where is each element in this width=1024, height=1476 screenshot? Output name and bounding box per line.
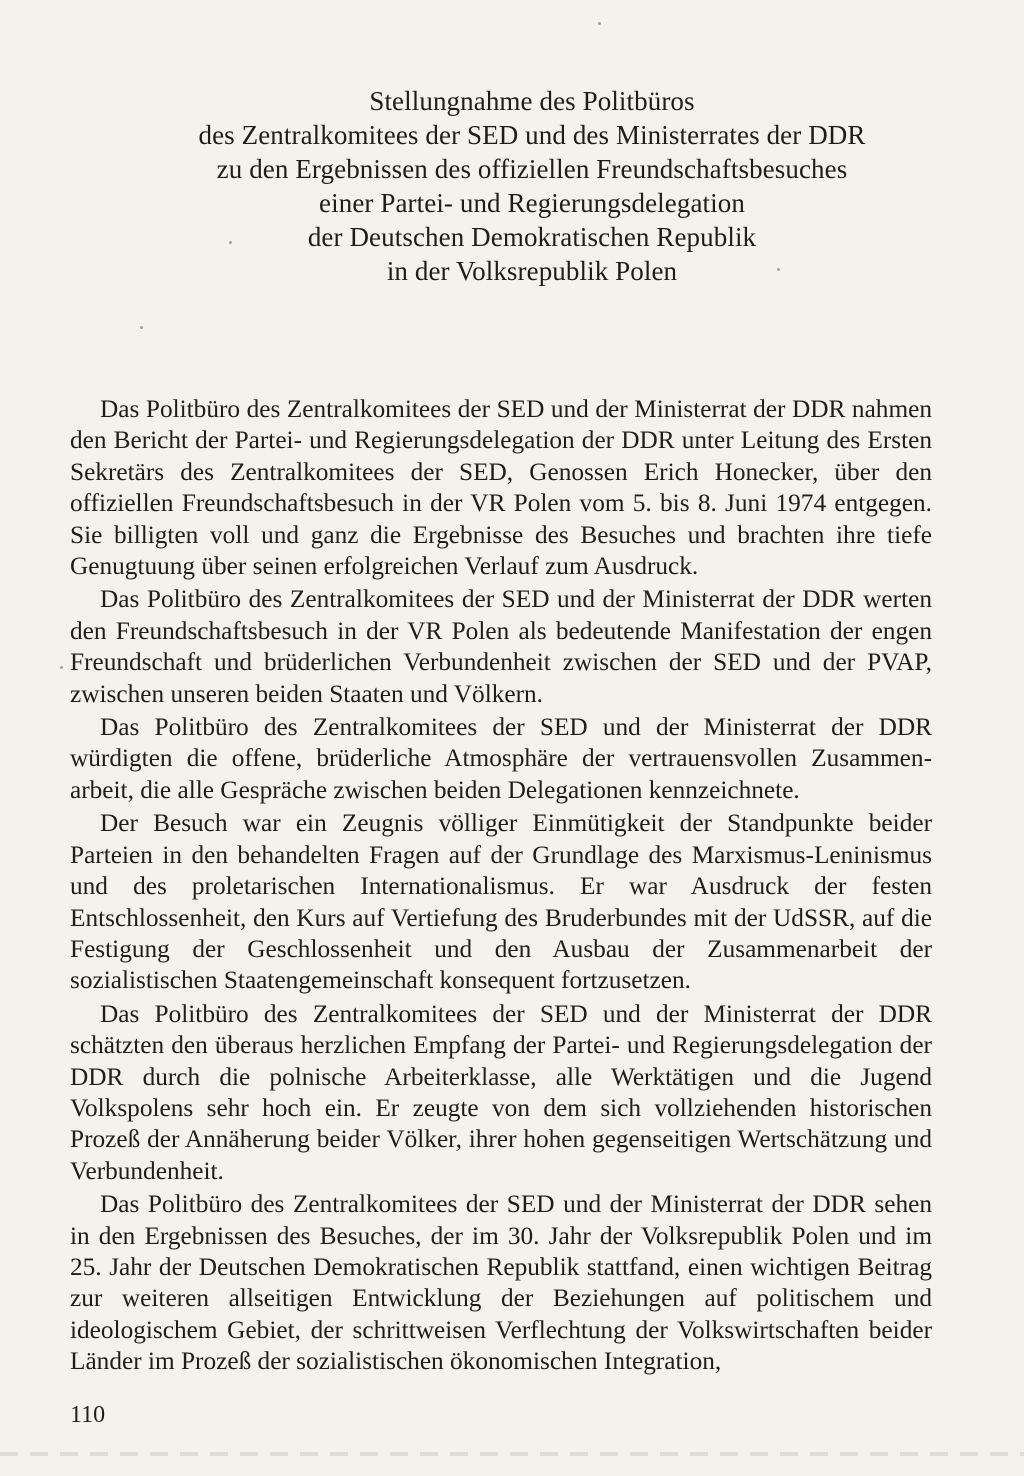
paragraph: Das Politbüro des Zentralkomitees der SED und der Ministerrat der DDR schätzten den überaus herzlichen Empfang der Partei- und Regierungsdelegation der DDR durch die polnische Arbeiterklasse, alle Werktätigen und die Jugend Volkspolens sehr hoch ein. Er zeugte von dem sich vollziehenden historischen Prozeß der Annäherung beider Völker, ihrer hohen gegenseitigen Wertschätzung und Verbundenheit. (70, 999, 932, 1185)
scan-speck (60, 666, 63, 669)
scan-speck (598, 22, 601, 25)
paragraph: Das Politbüro des Zentralkomitees der SED und der Ministerrat der DDR sehen in den Ergebnissen des Besuches, der im 30. Jahr der Volksrepublik Polen und im 25. Jahr der Deutschen Demokratischen Republik stattfand, einen wichtigen Beitrag zur weiteren allseitigen Entwicklung der Beziehungen auf politischem und ideologischem Gebiet, der schrittweisen Verflechtung der Volkswirtschaften beider Länder im Prozeß der sozialistischen ökonomischen Integration, (70, 1190, 932, 1376)
scan-speck (777, 268, 780, 271)
title-line: einer Partei- und Regierungsdelegation (319, 188, 745, 218)
paragraph: Das Politbüro des Zentralkomitees der SED und der Ministerrat der DDR nahmen den Bericht der Partei- und Regierungsdelegation der DDR unter Leitung des Ersten Sekretärs des Zentralkomitees der SED, Genossen Erich Honecker, über den offiziellen Freundschaftsbesuch in der VR Polen vom 5. bis 8. Juni 1974 entgegen. Sie billigten voll und ganz die Ergebnisse des Besuches und brachten ihre tiefe Genugtuung über seinen erfolgreichen Verlauf zum Ausdruck. (70, 395, 932, 581)
paragraph: Das Politbüro des Zentralkomitees der SED und der Ministerrat der DDR würdigten die offene, brüderliche Atmosphäre der vertrauensvollen Zusammenarbeit, die alle Gespräche zwischen beiden Delegationen kennzeichnete. (70, 713, 932, 804)
title-line: der Deutschen Demokratischen Republik (307, 222, 757, 252)
paragraph: Das Politbüro des Zentralkomitees der SED und der Ministerrat der DDR werten den Freundschaftsbesuch in der VR Polen als bedeutende Manifestation der engen Freundschaft und brüderlichen Verbundenheit zwischen der SED und der PVAP, zwischen unseren beiden Staaten und Völkern. (70, 585, 932, 708)
title-line: zu den Ergebnissen des offiziellen Freundschaftsbesuches (216, 154, 848, 184)
title-line: des Zentralkomitees der SED und des Ministerrates der DDR (198, 120, 866, 150)
scan-speck (229, 241, 232, 244)
title-line: Stellungnahme des Politbüros (369, 86, 695, 116)
page-number: 110 (70, 1402, 106, 1428)
scan-edge (0, 1452, 1024, 1456)
body-text (70, 394, 932, 1380)
paragraph: Der Besuch war ein Zeugnis völliger Einmütigkeit der Standpunkte beider Parteien in den behandelten Fragen auf der Grundlage des Marxismus-Leninismus und des proletarischen Internationalismus. Er war Ausdruck der festen Entschlossenheit, den Kurs auf Vertiefung des Bruderbundes mit der UdSSR, auf die Festigung der Geschlossenheit und den Ausbau der Zusammenarbeit der sozialistischen Staatengemeinschaft konsequent fortzusetzen. (70, 809, 932, 995)
title-line: in der Volksrepublik Polen (386, 256, 678, 286)
scan-speck (140, 326, 143, 329)
document-title (60, 84, 1004, 288)
